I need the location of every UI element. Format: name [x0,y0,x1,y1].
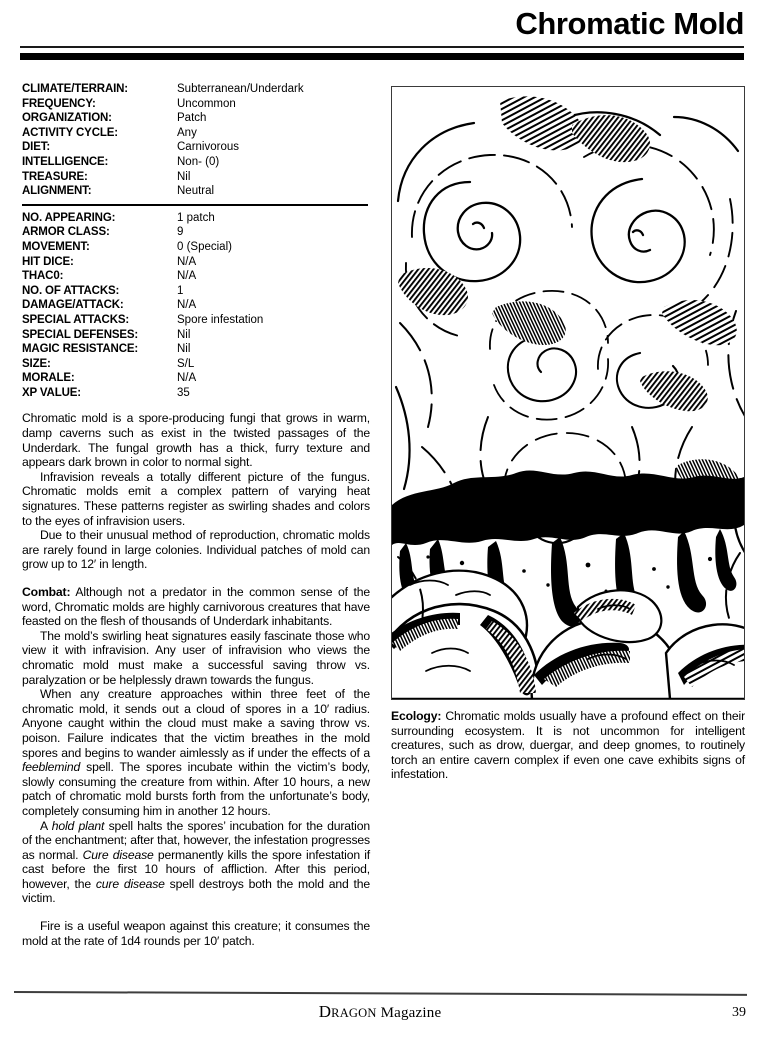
combat-paragraph-4-part-c: permanently kills the spore infestation if cast before the first 10 hours of affliction. After this period, however, the [22,847,370,891]
stat-value: Spore infestation [177,313,264,326]
stat-label: SPECIAL DEFENSES: [22,328,139,341]
stat-label: DAMAGE/ATTACK: [22,299,124,312]
spell-cure-disease: cure disease [95,876,165,891]
stat-row [22,140,370,155]
stat-row [22,269,370,284]
stat-label: SIZE: [22,357,51,370]
description-paragraph-3: Due to their unusual method of reproduction, chromatic molds are rarely found in large colonies. Individual patches of mold can grow up to 12′ in length. [22,528,370,572]
stat-label: HIT DICE: [22,255,74,268]
stat-value: 1 patch [177,211,215,224]
stat-value: 1 [177,284,184,297]
magazine-name-smallcaps: RAGON [331,1006,377,1020]
stat-row [22,357,370,372]
combat-paragraph-2: The mold’s swirling heat signatures easily fascinate those who view it with infravision. Any user of infravision who views the chromatic mold must make a successful saving throw vs. paralyzation or be helplessly drawn towards the fungus. [22,628,370,687]
stat-row [22,313,370,328]
ecology-paragraph [391,709,745,782]
stat-value: Nil [177,328,191,341]
stat-row [22,82,370,97]
stat-row [22,386,370,401]
stat-label: NO. APPEARING: [22,211,116,224]
stat-label: INTELLIGENCE: [22,155,109,168]
description-paragraph-2: Infravision reveals a totally different picture of the fungus. Chromatic molds emit a complex pattern of varying heat signatures. These patterns register as swirling shades and colors to the eyes of infravision users. [22,469,370,528]
stat-label: CLIMATE/TERRAIN: [22,83,128,95]
stat-value: Patch [177,112,207,125]
monster-illustration [391,86,745,700]
stat-row [22,255,370,270]
combat-paragraph-5: Fire is a useful weapon against this creature; it consumes the mold at the rate of 1d4 rounds per 10′ patch. [22,919,370,948]
right-column [391,86,745,782]
combat-paragraph-3 [22,687,370,818]
stat-label: THAC0: [22,270,64,283]
spell-feeblemind: feeblemind [22,760,81,775]
stat-value: N/A [177,255,197,268]
stat-row [22,97,370,112]
stat-value: 9 [177,226,184,239]
stat-value: Nil [177,343,191,356]
combat-paragraph-4 [22,819,370,907]
stat-value: Nil [177,170,191,183]
stat-value: Any [177,126,197,139]
magazine-name-word: Magazine [376,1005,442,1021]
ecology-lead-in: Ecology: [391,709,442,723]
description-paragraph-1: Chromatic mold is a spore-producing fungi that grows in warm, damp caverns such as exist in the twisted passages of the Underdark. The fungal growth has a thick, furry texture and appears dark brown in color to normal sight. [22,411,370,470]
stat-value: N/A [177,372,197,385]
stat-row [22,342,370,357]
page-title: Chromatic Mold [515,6,744,41]
combat-paragraph-4-part-d: spell destroys both the mold and the victim. [22,876,370,906]
stat-row [22,371,370,386]
stat-row [22,225,370,240]
ecology-section [391,709,745,782]
combat-paragraph-1-text: Although not a predator in the common sense of the word, Chromatic molds are highly carnivorous creatures that have feasted on the flesh of thousands of Underdark inhabitants. [22,585,370,629]
stat-label: ARMOR CLASS: [22,226,110,239]
combat-paragraph-4-part-a: A [40,818,52,833]
stat-row [22,155,370,170]
stat-label: XP VALUE: [22,386,81,399]
stat-row [22,284,370,299]
stat-label: MAGIC RESISTANCE: [22,343,139,356]
stat-block-primary [22,82,370,199]
left-column [22,82,370,948]
stat-value: 0 (Special) [177,240,232,253]
header-rule-thick [20,53,744,60]
stat-row [22,298,370,313]
stat-label: FREQUENCY: [22,97,96,110]
header-rule-thin [20,46,744,48]
stat-label: MOVEMENT: [22,240,90,253]
spell-cure-disease-capital: Cure disease [82,847,154,862]
stat-value: N/A [177,270,197,283]
stat-value: Neutral [177,185,215,198]
stat-row [22,126,370,141]
magazine-name [0,1002,760,1022]
page-footer [0,980,760,1039]
combat-paragraph-3-part-b: spell. The spores incubate within the victim’s body, slowly consuming the creature from within. After 10 hours, a new patch of chromatic mold bursts forth from the unfortunate’s body, completely consuming him in another 12 hours. [22,760,370,818]
combat-paragraph-3-part-a: When any creature approaches within three feet of the chromatic mold, it sends out a cloud of spores in a 10′ radius. Anyone caught within the cloud must make a saving throw vs. poison. Failure indicates that the victim breathes in the mold spores and begins to wander aimlessly as if under the effects of a [22,687,370,760]
combat-paragraph-1 [22,585,370,629]
stat-value: N/A [177,299,197,312]
stat-value: Non- (0) [177,155,220,168]
stat-row [22,170,370,185]
stat-row [22,111,370,126]
stat-row [22,184,370,199]
stat-label: ALIGNMENT: [22,185,92,198]
magazine-name-initial: D [318,1002,332,1021]
stat-label: NO. OF ATTACKS: [22,284,120,297]
stat-label: SPECIAL ATTACKS: [22,313,130,326]
stat-value: Uncommon [177,97,236,110]
stat-label: ACTIVITY CYCLE: [22,126,118,139]
stat-label: DIET: [22,141,51,154]
stat-row [22,211,370,226]
spell-hold-plant: hold plant [51,818,105,833]
footer-rule [14,991,747,996]
stat-row [22,328,370,343]
stat-value: 35 [177,386,190,399]
stat-label: MORALE: [22,372,75,385]
combat-lead-in: Combat: [22,585,71,599]
stat-value: S/L [177,357,195,370]
ecology-text: Chromatic molds usually have a profound effect on their surrounding ecosystem. It is not uncommon for intelligent creatures, such as drow, duergar, and deep gnomes, to routinely torch an entire cavern complex if even one cave exhibits signs of infestation. [391,709,745,782]
stat-label: ORGANIZATION: [22,112,112,125]
combat-paragraph-4-part-b: spell halts the spores’ incubation for the duration of the enchantment; after that, however, the infestation progresses as normal. [22,818,370,862]
page-header [0,0,760,70]
stat-block-secondary [22,211,370,401]
stat-label: TREASURE: [22,170,88,183]
stat-value: Carnivorous [177,141,239,154]
stat-block-divider [22,204,368,206]
page-number: 39 [732,1005,746,1020]
stat-value: Subterranean/Underdark [177,83,304,95]
stat-row [22,240,370,255]
